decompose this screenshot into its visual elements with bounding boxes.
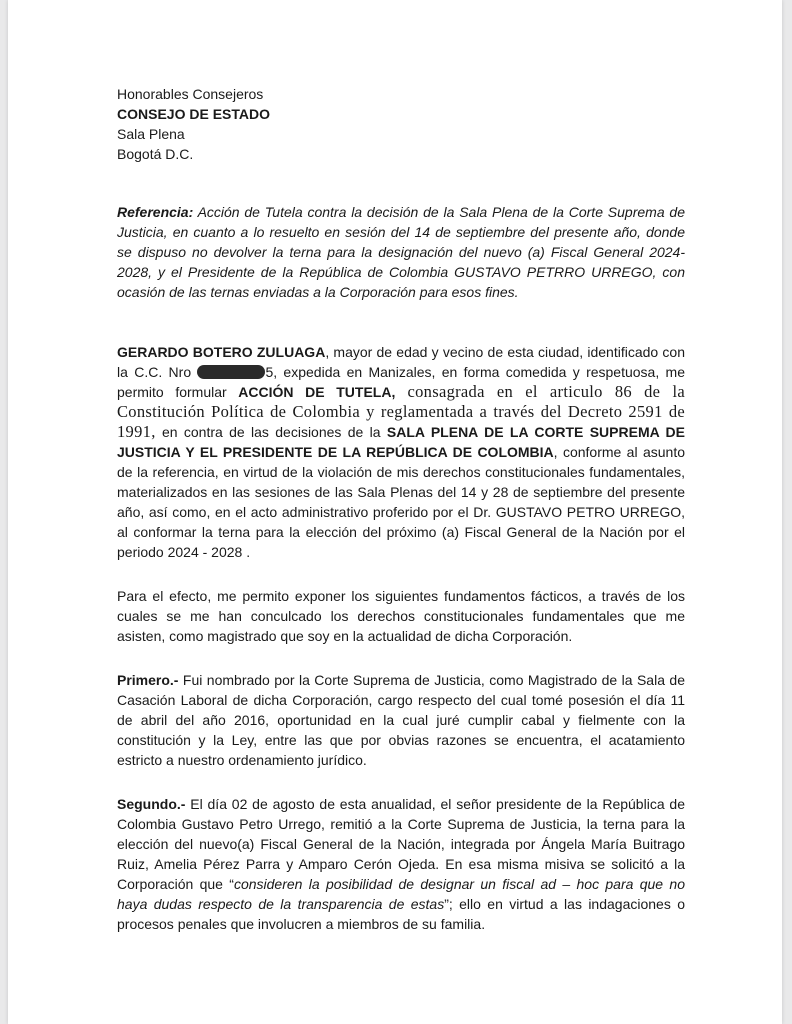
reference-paragraph xyxy=(117,202,685,302)
second-fact-quote: consideren la posibilidad de designar un fiscal ad – hoc para que no haya dudas respecto de la transparencia de estas xyxy=(117,876,685,912)
intro-text-3: en contra de las decisiones de la xyxy=(155,424,387,440)
first-fact-paragraph xyxy=(117,670,685,770)
second-fact-text-1: El día 02 de agosto de esta anualidad, el señor presidente de la República de Colombia Gustavo Petro Urrego, remitió a la Corte Suprema de Justicia, la terna para la elección del nuevo(a) Fiscal General de la Nación, integrada por Ángela María Buitrago Ruiz, Amelia Pérez Parra y Amparo Cerón Ojeda. En esa misma misiva se solicitó a la Corporación que “ xyxy=(117,796,685,892)
intro-text-4: , conforme al asunto de la referencia, en virtud de la violación de mis derechos constitucionales fundamentales, materializados en las sesiones de las Sala Plenas del 14 y 28 de septiembre del presente año, así como, en el acto administrativo proferido por el Dr. GUSTAVO PETRO URREGO, al conformar la terna para la elección del próximo (a) Fiscal General de la Nación por el periodo 2024 - 2028 . xyxy=(117,444,685,560)
action-label: ACCIÓN DE TUTELA, xyxy=(238,384,396,400)
letter-body xyxy=(117,84,685,934)
respondent-bodies: SALA PLENA DE LA CORTE SUPREMA DE JUSTICIA Y EL PRESIDENTE DE LA REPÚBLICA DE COLOMBIA xyxy=(117,424,685,460)
second-fact-paragraph xyxy=(117,794,685,934)
address-line-1: Honorables Consejeros xyxy=(117,86,264,102)
redacted-id-number xyxy=(197,365,265,379)
second-fact-label: Segundo.- xyxy=(117,796,186,812)
document-page xyxy=(8,0,782,1024)
intro-text-1b: 5, expedida en Manizales, en forma comedida y respetuosa, me permito formular xyxy=(117,364,686,400)
address-line-4: Bogotá D.C. xyxy=(117,146,194,162)
address-line-2: CONSEJO DE ESTADO xyxy=(117,106,270,122)
second-fact-text-2: ”; ello en virtud a las indagaciones o procesos penales que involucren a miembros de su familia. xyxy=(117,896,685,932)
address-block xyxy=(117,84,685,164)
reference-label: Referencia: xyxy=(117,204,194,220)
intro-paragraph xyxy=(117,342,685,562)
first-fact-label: Primero.- xyxy=(117,672,179,688)
intro-text-1: , mayor de edad y vecino de esta ciudad, identificado con la C.C. Nro xyxy=(117,344,685,380)
effect-paragraph: Para el efecto, me permito exponer los siguientes fundamentos fácticos, a través de los cuales se me han conculcado los derechos constitucionales fundamentales que me asisten, como magistrado que soy en la actualidad de dicha Corporación. xyxy=(117,588,685,644)
petitioner-name: GERARDO BOTERO ZULUAGA xyxy=(117,344,326,360)
reference-text: Acción de Tutela contra la decisión de la Sala Plena de la Corte Suprema de Justicia, en cuanto a lo resuelto en sesión del 14 de septiembre del presente año, donde se dispuso no devolver la terna para la designación del nuevo (a) Fiscal General 2024-2028, y el Presidente de la República de Colombia GUSTAVO PETRRO URREGO, con ocasión de las ternas enviadas a la Corporación para esos fines. xyxy=(117,204,685,300)
address-line-3: Sala Plena xyxy=(117,126,185,142)
intro-text-2: consagrada en el articulo 86 de la Constitución Política de Colombia y reglamentada a través del Decreto 2591 de 1991, xyxy=(117,382,685,441)
first-fact-text: Fui nombrado por la Corte Suprema de Justicia, como Magistrado de la Sala de Casación Laboral de dicha Corporación, cargo respecto del cual tomé posesión el día 11 de abril del año 2016, oportunidad en la cual juré cumplir cabal y fielmente con la constitución y la Ley, entre las que por obvias razones se encuentra, el acatamiento estricto a nuestro ordenamiento jurídico. xyxy=(117,672,685,768)
